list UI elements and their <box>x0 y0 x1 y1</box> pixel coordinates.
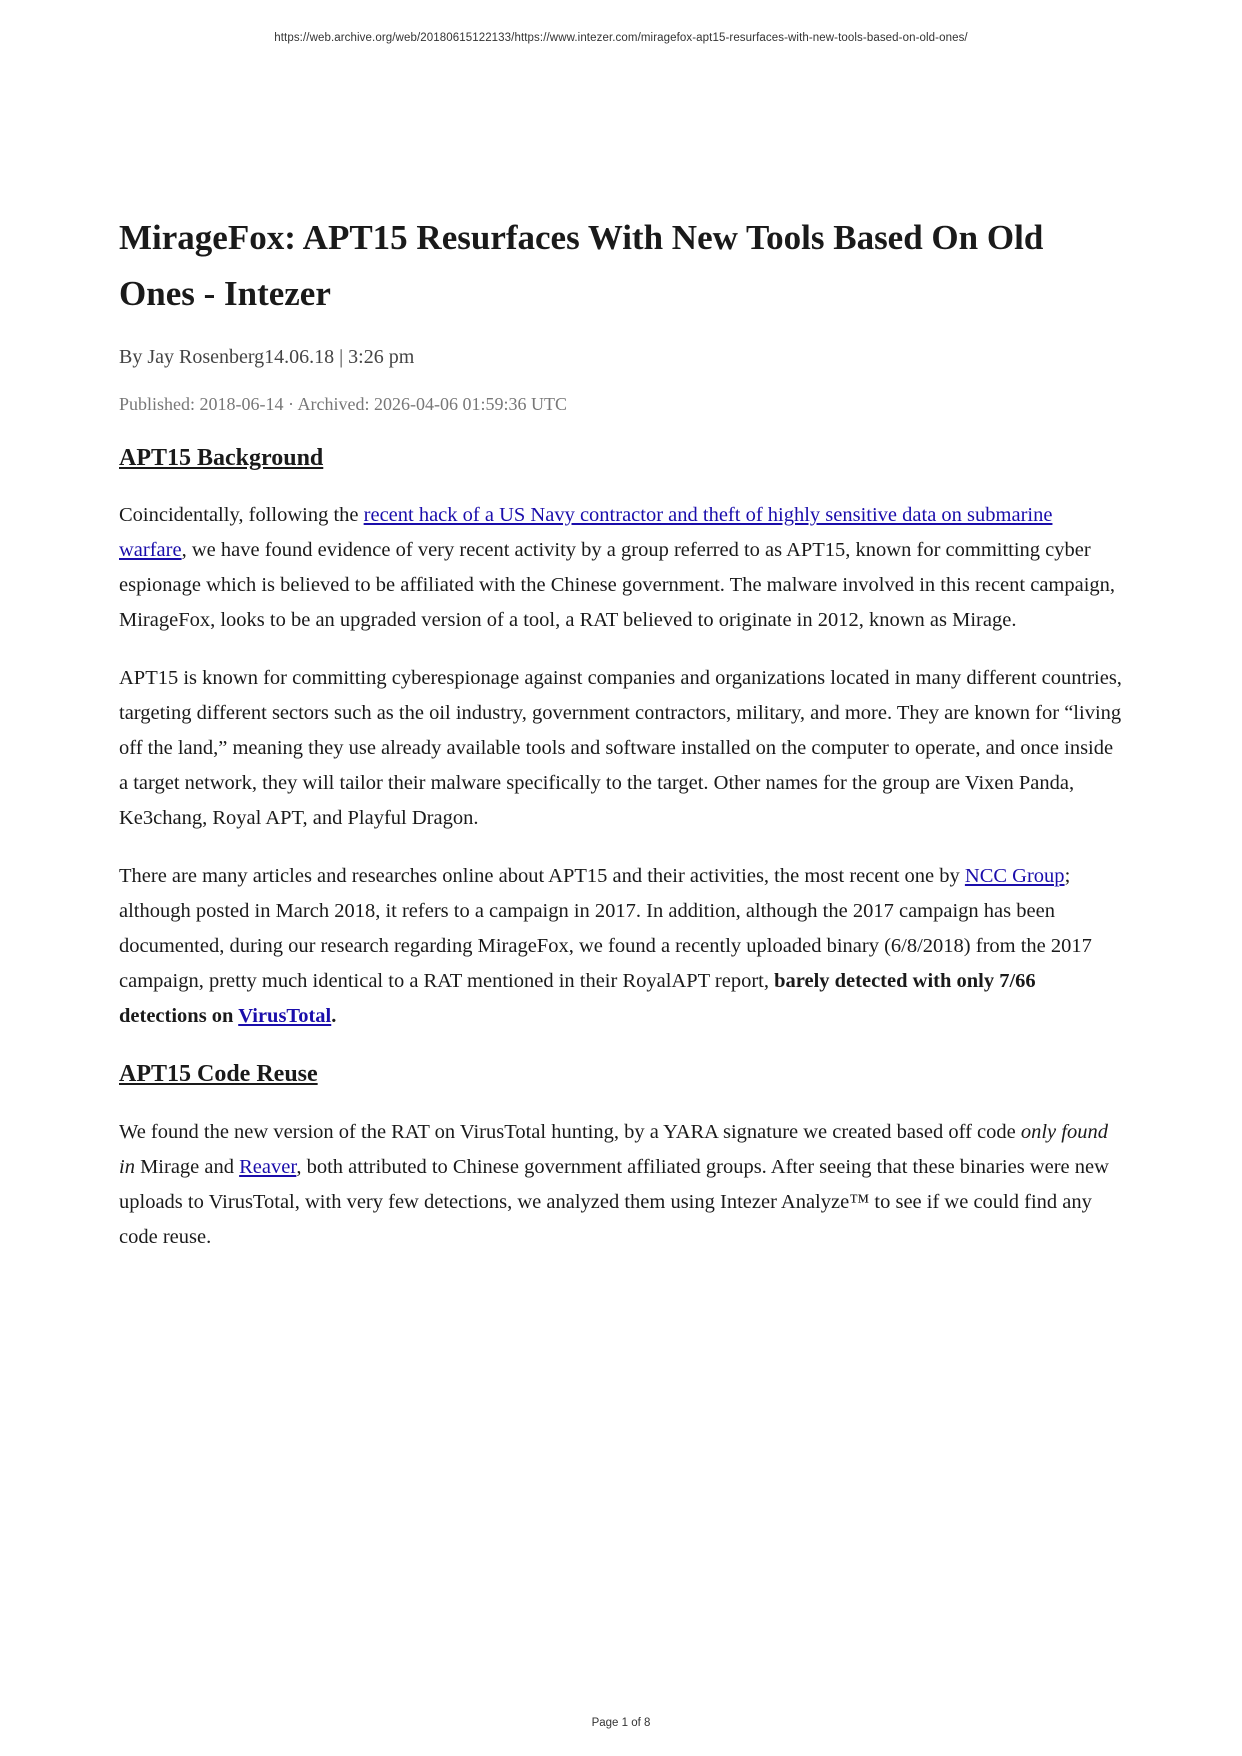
paragraph-coincidentally <box>119 498 1123 638</box>
paragraph-text: APT15 is known for committing cyberespionage against companies and organizations located in many different countries, targeting different sectors such as the oil industry, government contractors, military, and more. They are known for “living off the land,” meaning they use already available tools and software installed on the computer to operate, and once inside a target network, they will tailor their malware specifically to the target. Other names for the group are Vixen Panda, Ke3chang, Royal APT, and Playful Dragon. <box>119 667 1122 829</box>
paragraph-apt15-known-for <box>119 661 1123 836</box>
paragraph-text: We found the new version of the RAT on VirusTotal hunting, by a YARA signature we created based off code <box>119 1121 1021 1143</box>
article-title: MirageFox: APT15 Resurfaces With New Tools Based On Old Ones - Intezer <box>119 218 1044 313</box>
paragraph-text: , we have found evidence of very recent activity by a group referred to as APT15, known for committing cyber espionage which is believed to be affiliated with the Chinese government. The malware involved in this recent campaign, MirageFox, looks to be an upgraded version of a tool, a RAT believed to originate in 2012, known as Mirage. <box>119 539 1116 631</box>
ncc-group-link[interactable]: NCC Group <box>964 865 1065 887</box>
section-heading-apt15-code-reuse: APT15 Code Reuse <box>119 1061 318 1087</box>
paragraph-text: Mirage and <box>134 1156 240 1178</box>
virustotal-link[interactable]: VirusTotal <box>238 1005 332 1027</box>
paragraph-many-articles <box>119 859 1123 1034</box>
reaver-link[interactable]: Reaver <box>239 1156 297 1178</box>
italic-text: only found in <box>119 1121 1108 1178</box>
paragraph-text: ; although posted in March 2018, it refers to a campaign in 2017. In addition, although the 2017 campaign has been documented, during our research regarding MirageFox, we found a recently uploaded binary (6/8/2018) from the 2017 campaign, pretty much identical to a RAT mentioned in their RoyalAPT report, <box>119 865 1092 992</box>
archive-url-header: https://web.archive.org/web/20180615122133/https://www.intezer.com/miragefox-apt15-resurfaces-with-new-tools-based-on-old-ones/ <box>274 32 968 44</box>
paragraph-text: Coincidentally, following the <box>119 504 364 526</box>
article-meta: Published: 2018-06-14 · Archived: 2026-04-06 01:59:36 UTC <box>119 394 567 414</box>
bold-text: . <box>331 1005 337 1027</box>
paragraph-new-version-rat <box>119 1115 1123 1255</box>
bold-text: barely detected with only 7/66 detections on <box>119 970 1036 1027</box>
article <box>119 210 1123 1255</box>
paragraph-text: , both attributed to Chinese government affiliated groups. After seeing that these binaries were new uploads to VirusTotal, with very few detections, we analyzed them using Intezer Analyze™ to see if we could find any code reuse. <box>119 1156 1109 1248</box>
paragraph-text: There are many articles and researches online about APT15 and their activities, the most recent one by <box>119 865 965 887</box>
article-byline: By Jay Rosenberg14.06.18 | 3:26 pm <box>119 346 415 368</box>
section-heading-apt15-background: APT15 Background <box>119 445 324 471</box>
page-number-footer: Page 1 of 8 <box>591 1717 651 1729</box>
navy-contractor-hack-link[interactable]: recent hack of a US Navy contractor and theft of highly sensitive data on submarine warfare <box>119 504 1053 561</box>
